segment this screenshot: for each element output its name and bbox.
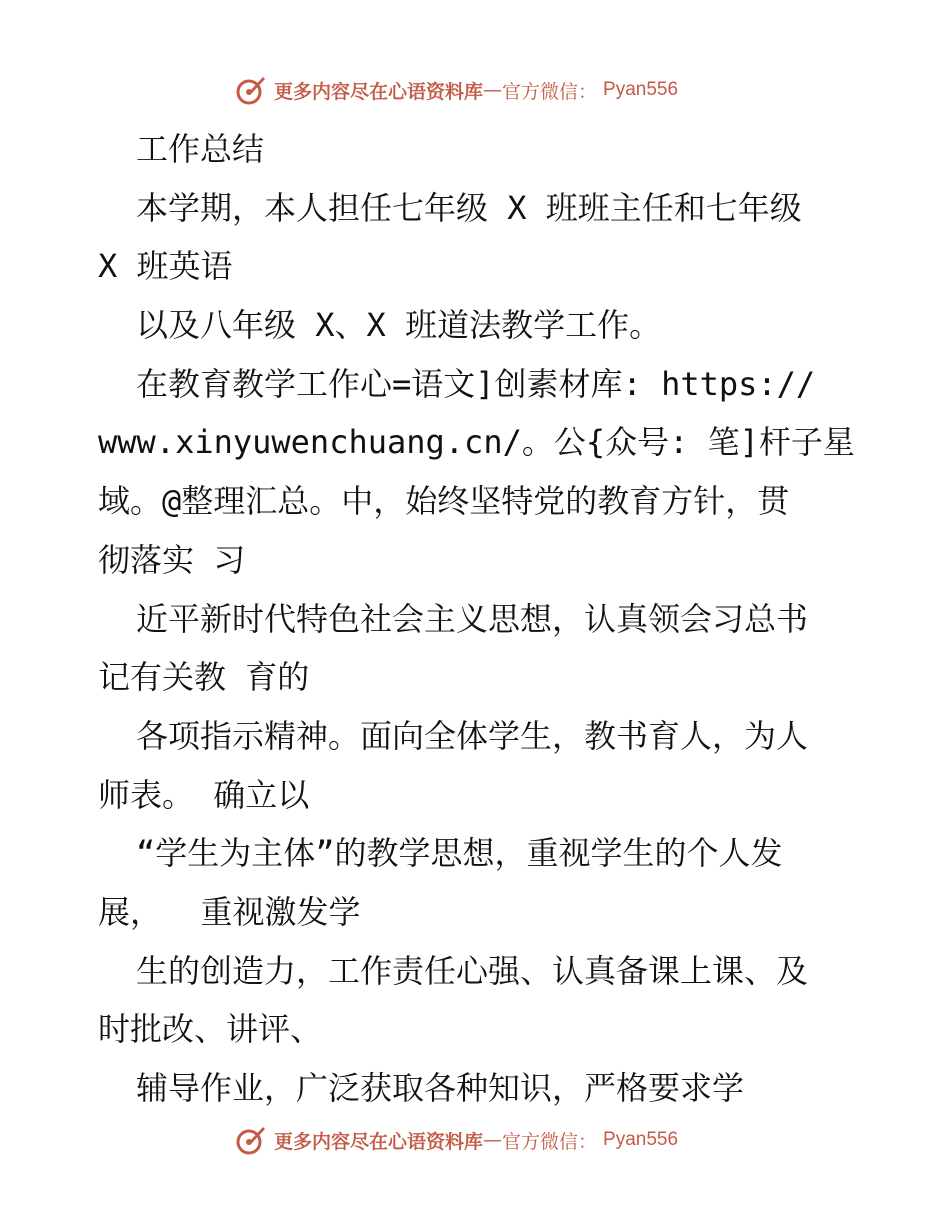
footer-wechat-label: 官方微信： [502, 1130, 598, 1153]
footer-separator: — [483, 1129, 503, 1151]
paragraph-line: 生的创造力，工作责任心强、认真备课上课、及 [136, 951, 809, 990]
paragraph-line: X 班英语 [98, 247, 233, 286]
paragraph-line: 域。@整理汇总。中，始终坚特党的教育方针，贯 [98, 482, 790, 521]
document-title: 工作总结 [136, 130, 265, 168]
paragraph-line: 以及八年级 X、X 班道法教学工作。 [136, 306, 662, 345]
quill-pen-logo-icon [234, 1123, 268, 1157]
header-separator: — [483, 79, 503, 101]
paragraph-line: www.xinyuwenchuang.cn/。公{众号: 笔]杆子星 [98, 423, 855, 462]
paragraph-line: 记有关教 育的 [98, 658, 310, 697]
paragraph-line: 各项指示精神。面向全体学生，教书育人，为人 [136, 716, 809, 755]
paragraph-line: 时批改、讲评、 [98, 1010, 323, 1049]
document-body [98, 120, 858, 1118]
quill-pen-logo-icon [234, 73, 268, 107]
paragraph-line: 本学期，本人担任七年级 X 班班主任和七年级 [136, 188, 802, 227]
paragraph-line: 彻落实 习 [98, 540, 246, 579]
paragraph-line: 在教育教学工作心=语文]创素材库: https:// [136, 364, 816, 403]
paragraph-line: 师表。 确立以 [98, 775, 310, 814]
footer-promo-text: 更多内容尽在心语资料库 [274, 1130, 484, 1153]
paragraph-line: “学生为主体”的教学思想，重视学生的个人发 [136, 834, 783, 873]
header-promo-text: 更多内容尽在心语资料库 [274, 80, 484, 103]
paragraph-line: 近平新时代特色社会主义思想，认真领会习总书 [136, 599, 809, 638]
footer-banner [234, 1122, 678, 1158]
header-wechat-label: 官方微信： [502, 80, 598, 103]
footer-wechat-id: Pyan556 [603, 1129, 679, 1150]
header-wechat-id: Pyan556 [603, 79, 679, 100]
header-banner [234, 72, 678, 108]
paragraph-line: 辅导作业，广泛获取各种知识，严格要求学 [136, 1069, 745, 1107]
paragraph-line: 展， 重视激发学 [98, 892, 361, 931]
